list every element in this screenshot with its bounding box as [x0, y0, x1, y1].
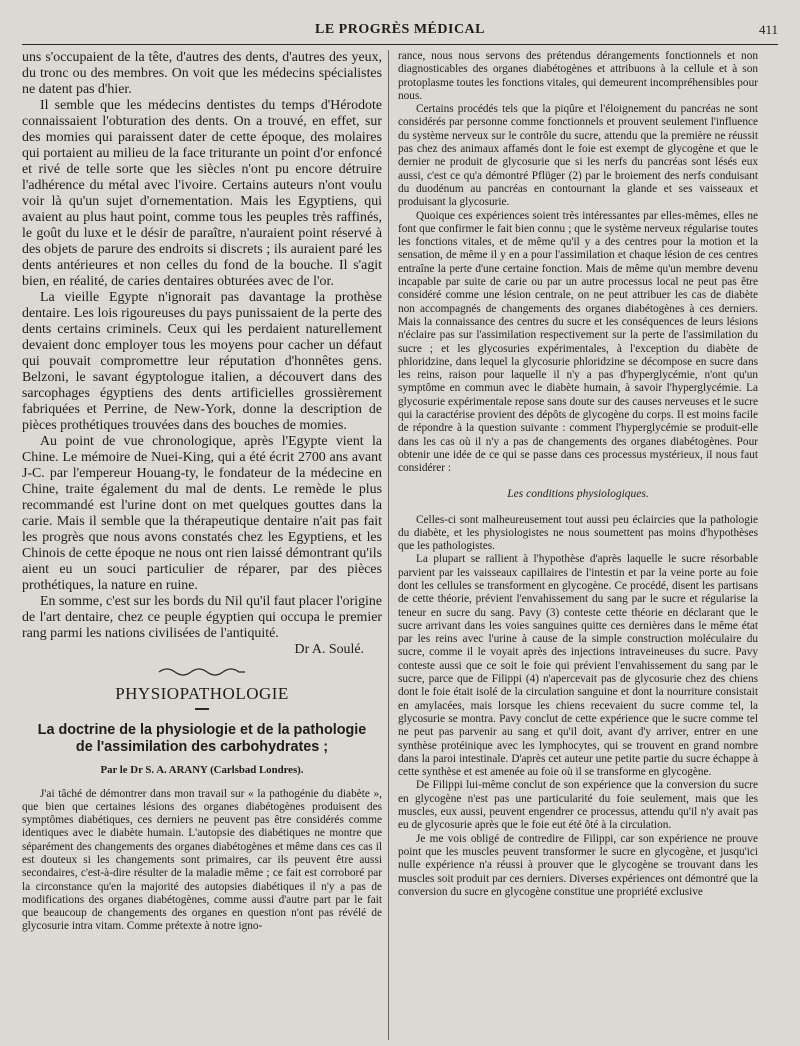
paragraph: J'ai tâché de démontrer dans mon travail sur « la pathogénie du diabète », que bien que certaines lésions des organes diabétogènes produisent des symptômes diabétiques, ces derniers ne peuvent pas être considérés comme identiques avec le diabète humain. L'autopsie des diabétiques ne montre que séparément des changements des organes diabétogènes et même dans ces cas il est douteux si les changements sont primaires, car ils peuvent être aussi secondaires, c'est-à-dire résulter de la maladie même ; ce fait est corroboré par la circonstance qu'en la majorité des autopsies diabétiques il n'y a pas de modifications des organes diabétogènes, comme aussi d'autre part par le fait que beaucoup de changements des organes en question n'ont pas révélé de glycosurie intra vitam. Comme prétexte à notre igno-: [22, 787, 382, 933]
heading-dash: [195, 708, 209, 710]
article-title-line: La doctrine de la physiologie et de la pathologie: [37, 721, 367, 738]
article-byline: Par le Dr S. A. ARANY (Carlsbad Londres).: [100, 763, 304, 776]
right-column: [398, 50, 758, 899]
paragraph: uns s'occupaient de la tête, d'autres des dents, d'autres des yeux, du tronc ou des membres. On voit que les médecins spécialistes ne datent pas d'hier.: [22, 50, 382, 97]
column-divider: [388, 50, 389, 1040]
article-title-line: de l'assimilation des carbohydrates ;: [75, 738, 329, 755]
paragraph: En somme, c'est sur les bords du Nil qu'il faut placer l'origine de l'art dentaire, chez ce peuple égyptien qui occupa le premier rang parmi les nations civilisées de l'antiquité.: [22, 594, 382, 641]
paragraph: Certains procédés tels que la piqûre et l'éloignement du pancréas ne sont considérés par personne comme fonctionnels et prouvent seulement l'influence du système nerveux sur le contrôle du sucre, attendu que la première ne réussit pas chez des animaux affamés dont le foie est exempt de glycogène et que le dernier ne produit de glycosurie que si les nerfs du pancréas sont lésés eux aussi, c'est ce qu'a démontré Pflüger (2) par le broiement des nerfs conduisant du duodénum au pancréas en contournant la glande et ses vaisseaux et produisant la glycosurie.: [398, 103, 758, 209]
paragraph: De Filippi lui-même conclut de son expérience que la conversion du sucre en glycogène n'est pas une particularité du foie seulement, mais que les muscles, eux aussi, peuvent engendrer ce processus, attendu qu'il n'y avait pas eu de glycosurie après que le foie eut été ôté à la circulation.: [398, 779, 758, 832]
paragraph: rance, nous nous servons des prétendus dérangements fonctionnels et non diagnosticables des organes diabétogènes et attribuons à la cellule et à son protoplasme toutes les fonctions vitales, qui demeurent incompréhensibles pour nous.: [398, 50, 758, 102]
paragraph: La vieille Egypte n'ignorait pas davantage la prothèse dentaire. Les lois rigoureuses du pays punissaient de la perte des dents certains criminels. Ceux qui les perdaient naturellement devaient donc employer tous les moyens pour cacher un défaut qui pouvait compromettre leur réputation d'honnêtes gens. Belzoni, le savant égyptologue italien, a découvert dans des sarcophages égyptiens des dents artificielles grossièrement fabriquées et Perrine, de New-York, donne la description de pièces prothétiques trouvées dans des bouches de momies.: [22, 290, 382, 433]
left-column: [22, 50, 382, 934]
page-number: 411: [758, 22, 778, 37]
paragraph: Je me vois obligé de contredire de Filippi, car son expérience ne prouve point que les muscles peuvent transformer le sucre en glycogène, et jusqu'ici nulle expérience n'a réussi à prouver que le glycogène se trouvant dans les muscles soit produit par ces derniers. Diverses expériences ont démontré que la conversion du sucre en glycogène constitue une propriété exclusive: [398, 832, 758, 898]
author-signature: Dr A. Soulé.: [294, 642, 364, 657]
paragraph: La plupart se rallient à l'hypothèse d'après laquelle le sucre résorbable parvient par les vaisseaux capillaires de l'intestin et par la veine porte au foie dont les cellules se transforment en glycogène. Ce procédé, disent les partisans de cette théorie, prévient l'envahissement du sang par le sucre et régularise la teneur en sucre du sang. Pavy (3) conteste cette théorie en déclarant que le sucre arrivant dans les voies sanguines quitte ces dernières dans le même état par les reins avec l'urine à cause de la simple construction moléculaire du sucre, comme il le voyait après des injections intraveineuses du sucre. Pavy conteste aussi que ce soit le foie qui prévient l'envahissement du sang par le sucre, parce que de Filippi (4) n'apercevait pas de glycosurie chez des chiens dont le foie était isolé de la circulation sanguine et dont la nourriture consistait en amylacées, mais lorsque les chiens recevaient du sucre comme tel, la glycosurie se montra. Pavy conclut de cette expérience que le sucre comme tel ne peut pas parvenir au sang et qu'il doit, avant d'y arriver, entrer en une synthèse protéinique avec les lymphocytes, qui se trouvent en grand nombre dans la paroi intestinale. D'après cet auteur une petite partie du sucre échappe à cette synthèse et est amenée au foie où il se transforme en glycogène.: [398, 553, 758, 779]
ornamental-flourish: [157, 666, 247, 678]
paragraph: Quoique ces expériences soient très intéressantes par elles-mêmes, elles ne font que confirmer le fait bien connu ; que le système nerveux régularise toutes les fonctions vitales, et de même qu'il y a des centres pour la motion et la sensation, de même il y en a pour l'assimilation et chaque lésion de ces centres entraîne la perte d'une certaine fonction. Mais de même qu'un membre devenu incapable par suite de carie ou par un autre processus local ne peut pas être considéré comme une lésion centrale, on ne peut attribuer les cas de diabète non accompagnés de changements des organes diabétogènes à ces derniers. Mais la connaissance des centres du sucre et les conséquences de leurs lésions n'éclaire pas sur l'assimilation respectivement sur la perte de l'assimilation du sucre ; et les glycosuries expérimentales, à l'exception du diabète de phloridzine, dans lequel la glycosurie phloridzine se décompose en sucre dans les reins, raison pour laquelle il n'y a pas d'hyperglycémie, n'ont qu'un symptôme en commun avec le diabète humain, à savoir l'hyperglycémie. La glycosurie expérimentale repose sans doute sur des causes nerveuses et le sucre qui la caractérise provient des dépôts de glycogène du corps. Il est moins facile de répondre à la question suivante : comment l'hyperglycémie se produit-elle dans les cas où il n'y a pas de changements des organes diabétogènes. Pour obtenir une idée de ce qui se passe dans ces processus mystérieux, il nous faut considérer :: [398, 209, 758, 475]
paragraph: Au point de vue chronologique, après l'Egypte vient la Chine. Le mémoire de Nuei-King, qui a été écrit 2700 ans avant J-C. par l'empereur Houang-ty, le fondateur de la médecine en Chine, traite également du mal de dents. Le remède le plus recommandé est l'urine dont on met quelques gouttes dans la carie. Mais il semble que la thérapeutique dentaire n'ait pas fait les progrès que nous avons constatés chez les Egyptiens, et les Chinois de cette époque ne nous ont rien laissé démontrant qu'ils aient eu un souci particulier de réparer, par des pièces prothétiques, la nature en ruine.: [22, 434, 382, 593]
article-title: [22, 722, 382, 756]
section-heading: PHYSIOPATHOLOGIE: [115, 684, 289, 703]
paragraph: Celles-ci sont malheureusement tout aussi peu éclaircies que la pathologie du diabète, et les physiologistes ne nous soumettent pas moins d'hypothèses que les pathologistes.: [398, 513, 758, 553]
running-title: LE PROGRÈS MÉDICAL: [314, 22, 486, 37]
subsection-heading: Les conditions physiologiques.: [507, 487, 649, 500]
paragraph: Il semble que les médecins dentistes du temps d'Hérodote connaissaient l'obturation des dents. On a trouvé, en effet, sur des momies qui paraissent dater de cette époque, des molaires qui portaient au milieu de la face triturante un point d'or enfoncé et rivé de telle sorte que les siècles n'ont pu encore détruire l'adhérence du métal avec l'ivoire. Certains auteurs n'ont voulu voir là qu'un sujet d'ornementation. Mais les Egyptiens, qui avaient au plus haut point, comme tous les peuples très raffinés, le goût du luxe et le désir de paraître, n'auraient point réservé à des objets de parure des endroits si discrets ; ils auraient paré les dents antérieures et non celles du fond de la bouche. Il s'agit bien, en réalité, de caries dentaires obturées avec de l'or.: [22, 98, 382, 289]
page-header: [22, 18, 778, 45]
